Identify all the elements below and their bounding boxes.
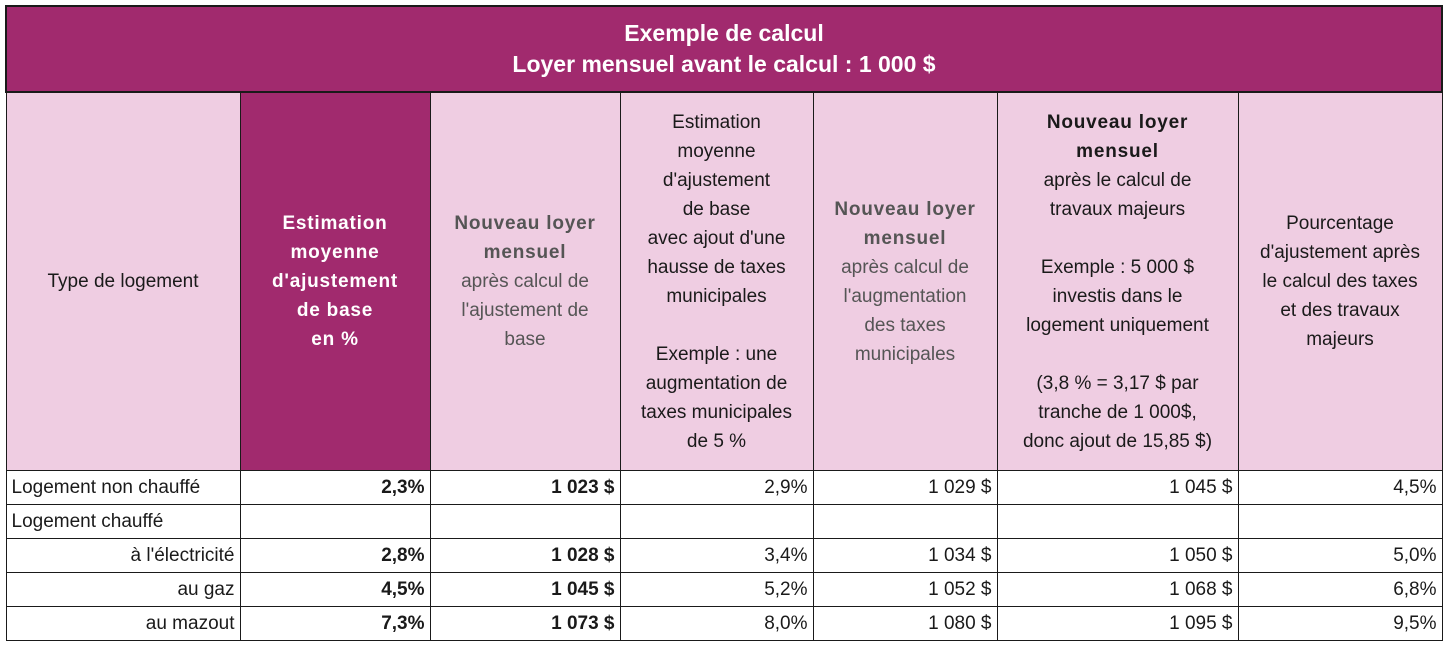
- table-row: [6, 573, 1442, 607]
- row-label: au mazout: [6, 607, 240, 641]
- header-col1-line: d'ajustement: [271, 271, 399, 292]
- table-row: [6, 539, 1442, 573]
- header-col5-line: après le calcul de: [1043, 169, 1192, 191]
- header-col6-line: et des travaux: [1280, 300, 1400, 321]
- cell-base-pct: [240, 505, 430, 539]
- header-type-logement: [6, 92, 240, 471]
- cell-loyer-base: 1 073 $: [430, 607, 620, 641]
- cell-pct-taxes: 5,2%: [620, 573, 813, 607]
- header-col6-line: majeurs: [1306, 329, 1374, 350]
- cell-loyer-travaux: 1 050 $: [997, 539, 1238, 573]
- header-col2-line: base: [504, 329, 546, 350]
- header-nouveau-loyer-travaux: [997, 92, 1238, 471]
- header-col5-spacer: [1002, 340, 1234, 369]
- cell-pct-taxes: 3,4%: [620, 539, 813, 573]
- header-nouveau-loyer-taxes: [813, 92, 997, 471]
- cell-pct-taxes: [620, 505, 813, 539]
- cell-pct-final: [1238, 505, 1442, 539]
- header-col3-line: avec ajout d'une: [647, 227, 786, 249]
- header-col4-line: après calcul de: [841, 256, 969, 278]
- cell-base-pct: 7,3%: [240, 607, 430, 641]
- cell-loyer-taxes: 1 080 $: [813, 607, 997, 641]
- calculation-example-table-wrapper: [5, 5, 1441, 641]
- cell-loyer-travaux: [997, 505, 1238, 539]
- header-estimation-taxes: [620, 92, 813, 471]
- header-col1-line: Estimation: [282, 213, 388, 234]
- header-col3-line: moyenne: [677, 140, 756, 162]
- header-col6-line: Pourcentage: [1286, 213, 1394, 234]
- header-col2-line: l'ajustement de: [461, 300, 589, 321]
- cell-base-pct: 2,3%: [240, 471, 430, 505]
- cell-loyer-travaux: 1 045 $: [997, 471, 1238, 505]
- header-col4-bold-line: mensuel: [863, 227, 947, 249]
- header-col6-line: d'ajustement après: [1260, 242, 1420, 263]
- title-line-1: Exemple de calcul: [624, 20, 824, 46]
- header-col3-example-line: augmentation de: [645, 372, 788, 394]
- calculation-example-table: [5, 5, 1443, 641]
- header-col3-line: de base: [682, 198, 751, 220]
- header-col2-line: après calcul de: [461, 271, 589, 292]
- header-col6-line: le calcul des taxes: [1262, 271, 1418, 292]
- row-label: à l'électricité: [6, 539, 240, 573]
- cell-base-pct: 4,5%: [240, 573, 430, 607]
- header-col3-example-line: taxes municipales: [640, 401, 793, 423]
- header-col2-bold-line: Nouveau loyer: [454, 213, 596, 234]
- cell-loyer-base: 1 023 $: [430, 471, 620, 505]
- header-col3-line: d'ajustement: [662, 169, 771, 191]
- table-title: [6, 6, 1442, 92]
- cell-loyer-taxes: 1 052 $: [813, 573, 997, 607]
- header-col3-line: Estimation: [672, 111, 761, 133]
- header-col5-note-line: tranche de 1 000$,: [1038, 401, 1197, 423]
- header-col5-bold-line: Nouveau loyer: [1046, 111, 1189, 133]
- header-col4-line: l'augmentation: [843, 285, 967, 307]
- table-row: [6, 505, 1442, 539]
- header-col5-bold-line: mensuel: [1076, 140, 1159, 162]
- header-col3-example-line: Exemple : une: [655, 343, 778, 365]
- cell-loyer-taxes: 1 034 $: [813, 539, 997, 573]
- header-col1-line: moyenne: [290, 242, 380, 263]
- header-col5-note-line: (3,8 % = 3,17 $ par: [1036, 372, 1199, 394]
- row-label: Logement non chauffé: [6, 471, 240, 505]
- header-col3-line: hausse de taxes: [647, 256, 786, 278]
- row-label: Logement chauffé: [6, 505, 240, 539]
- header-type-label: Type de logement: [47, 271, 199, 292]
- header-col5-example-line: investis dans le: [1052, 285, 1183, 307]
- header-col5-example-line: Exemple : 5 000 $: [1040, 256, 1195, 278]
- cell-pct-taxes: 8,0%: [620, 607, 813, 641]
- header-col5-spacer: [1002, 224, 1234, 253]
- header-col4-line: municipales: [854, 343, 956, 365]
- header-col5-example-line: logement uniquement: [1026, 314, 1209, 336]
- header-col2-bold-line: mensuel: [483, 242, 567, 263]
- header-pourcentage-final: [1238, 92, 1442, 471]
- header-col1-line: en %: [311, 329, 359, 350]
- cell-base-pct: 2,8%: [240, 539, 430, 573]
- header-col4-bold-line: Nouveau loyer: [834, 198, 976, 220]
- header-nouveau-loyer-base: [430, 92, 620, 471]
- header-col5-note-line: donc ajout de 15,85 $): [1022, 430, 1213, 452]
- header-col3-example-line: de 5 %: [686, 430, 747, 452]
- table-row: [6, 607, 1442, 641]
- cell-pct-taxes: 2,9%: [620, 471, 813, 505]
- header-col5-line: travaux majeurs: [1049, 198, 1186, 220]
- cell-loyer-travaux: 1 095 $: [997, 607, 1238, 641]
- title-line-2: Loyer mensuel avant le calcul : 1 000 $: [512, 51, 936, 77]
- row-label: au gaz: [6, 573, 240, 607]
- header-col3-line: municipales: [666, 285, 767, 307]
- header-estimation-base-pct: [240, 92, 430, 471]
- table-row: [6, 471, 1442, 505]
- cell-pct-final: 5,0%: [1238, 539, 1442, 573]
- cell-loyer-travaux: 1 068 $: [997, 573, 1238, 607]
- header-col4-line: des taxes: [864, 314, 946, 336]
- cell-loyer-base: 1 028 $: [430, 539, 620, 573]
- cell-pct-final: 9,5%: [1238, 607, 1442, 641]
- cell-loyer-base: 1 045 $: [430, 573, 620, 607]
- header-col3-spacer: [625, 311, 809, 340]
- cell-loyer-taxes: [813, 505, 997, 539]
- header-col1-line: de base: [296, 300, 374, 321]
- cell-loyer-taxes: 1 029 $: [813, 471, 997, 505]
- cell-pct-final: 4,5%: [1238, 471, 1442, 505]
- cell-loyer-base: [430, 505, 620, 539]
- cell-pct-final: 6,8%: [1238, 573, 1442, 607]
